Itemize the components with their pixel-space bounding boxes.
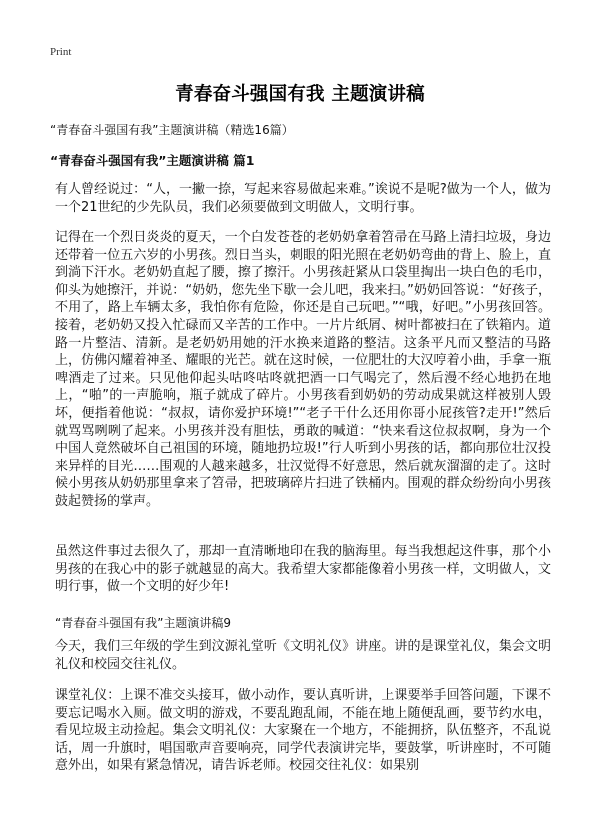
paragraph-text: 有人曾经说过：“人，一撇一捺，写起来容易做起来难。”诶说不是呢?做为一个人，做为一个21世纪的少先队员，我们必须要做到文明做人，文明行事。 [55, 182, 551, 215]
paragraph-lecture-intro [55, 638, 551, 673]
paragraph-conclusion [55, 543, 551, 596]
paragraph-text: 今天，我们三年级的学生到汶源礼堂听《文明礼仪》讲座。讲的是课堂礼仪，集会文明礼仪和校园交往礼仪。 [55, 639, 551, 672]
section-heading-1: “青春奋斗强国有我”主题演讲稿 篇1 [50, 153, 255, 168]
paragraph-story [55, 229, 551, 511]
section-heading-9: “青春奋斗强国有我”主题演讲稿9 [55, 616, 232, 630]
paragraph-text: 虽然这件事过去很久了，那却一直清晰地印在我的脑海里。每当我想起这件事，那个小男孩的在我心中的影子就越显的高大。我希望大家都能像着小男孩一样，文明做人，文明行事，做一个文明的好少年! [55, 544, 551, 595]
print-link[interactable]: Print [50, 46, 72, 58]
document-subtitle: “青春奋斗强国有我”主题演讲稿（精选16篇） [50, 123, 294, 137]
paragraph-classroom-etiquette [55, 687, 551, 775]
document-title: 青春奋斗强国有我 主题演讲稿 [175, 84, 425, 105]
paragraph-intro [55, 181, 551, 216]
paragraph-text: 课堂礼仪：上课不准交头接耳，做小动作，要认真听讲，上课要举手回答问题，下课不要忘记喝水入厕。做文明的游戏，不要乱跑乱闹，不能在地上随便乱画，要节约水电，看见垃圾主动捡起。集会文明礼仪：大家聚在一个地方，不能拥挤，队伍整齐，不乱说话，周一升旗时，唱国歌声音要响亮，同学代表演讲完毕，要鼓掌，听讲座时，不可随意外出，如果有紧急情况，请告诉老师。校园交往礼仪：如果别 [55, 688, 551, 774]
paragraph-text: 记得在一个烈日炎炎的夏天，一个白发苍苍的老奶奶拿着笤帚在马路上清扫垃圾，身边还带着一位五六岁的小男孩。烈日当头，刺眼的阳光照在老奶奶弯曲的背上、脸上，直到淌下汗水。老奶奶直起了腰，擦了擦汗。小男孩赶紧从口袋里掏出一块白色的毛巾，仰头为她擦汗，并说：“奶奶，您先坐下歇一会儿吧，我来扫。”奶奶回答说：“好孩子，不用了，路上车辆太多，我怕你有危险，你还是自己玩吧。”“哦，好吧。”小男孩回答。接着，老奶奶又投入忙碌而又辛苦的工作中。一片片纸屑、树叶都被扫在了铁箱内。道路一片整洁、清新。是老奶奶用她的汗水换来道路的整洁。这条平凡而又整洁的马路上，仿佛闪耀着神圣、耀眼的光芒。就在这时候，一位肥壮的大汉哼着小曲，手拿一瓶啤酒走了过来。只见他仰起头咕咚咕咚就把酒一口气喝完了，然后漫不经心地扔在地上，“啪”的一声脆响，瓶子就成了碎片。小男孩看到奶奶的劳动成果就这样被别人毁坏，便指着他说：“叔叔，请你爱护环境!”“老子干什么还用你哥小屁孩管?走开!”然后就骂骂咧咧了起来。小男孩并没有胆怯，勇敢的喊道：“快来看这位叔叔啊，身为一个中国人竟然破坏自己祖国的环境，随地扔垃圾!”行人听到小男孩的话，都向那位壮汉投来异样的目光……围观的人越来越多，壮汉觉得不好意思，然后就灰溜溜的走了。这时候小男孩从奶奶那里拿来了笤帚，把玻璃碎片扫进了铁桶内。围观的群众纷纷向小男孩鼓起赞扬的掌声。 [55, 230, 551, 509]
